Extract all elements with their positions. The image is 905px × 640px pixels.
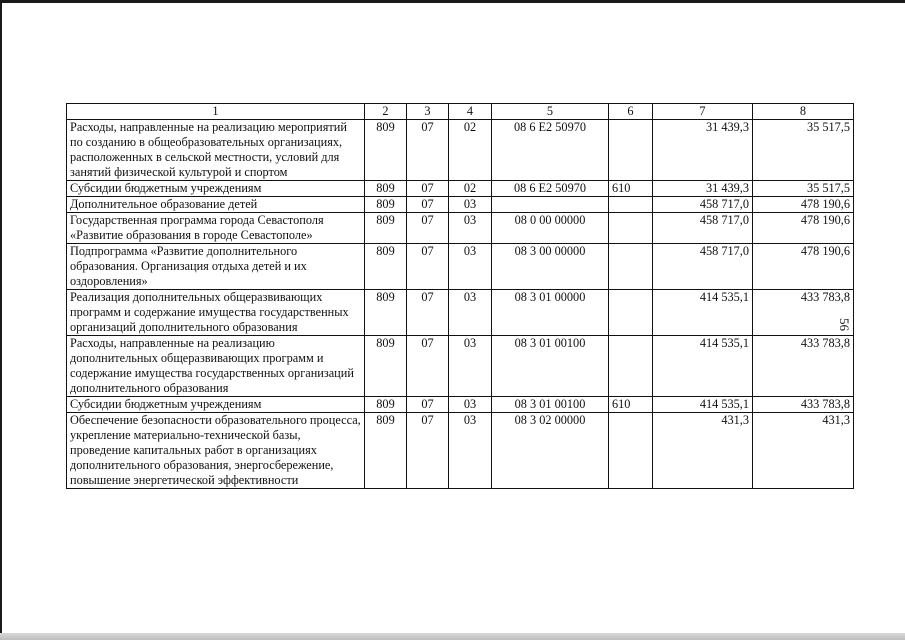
header-cell: 3 (407, 104, 449, 120)
row-name: Подпрограмма «Развитие дополнительного образования. Организация отдыха детей и их оздоровления» (67, 244, 365, 290)
header-cell: 6 (609, 104, 653, 120)
ministry-code: 809 (365, 397, 407, 413)
subsection-code: 03 (449, 413, 492, 489)
ministry-code: 809 (365, 290, 407, 336)
expense-type-code (609, 213, 653, 244)
table-row (67, 197, 854, 213)
expense-type-code: 610 (609, 397, 653, 413)
ministry-code: 809 (365, 197, 407, 213)
amount-col7: 458 717,0 (653, 197, 753, 213)
ministry-code: 809 (365, 181, 407, 197)
amount-col8: 478 190,6 (753, 197, 854, 213)
ministry-code: 809 (365, 244, 407, 290)
ministry-code: 809 (365, 413, 407, 489)
table-row (67, 120, 854, 181)
target-article-code: 08 6 Е2 50970 (492, 120, 609, 181)
target-article-code: 08 6 Е2 50970 (492, 181, 609, 197)
row-name: Государственная программа города Севастополя «Развитие образования в городе Севастополе» (67, 213, 365, 244)
expense-type-code (609, 244, 653, 290)
amount-col8: 433 783,8 (753, 336, 854, 397)
table-header-row (67, 104, 854, 120)
ministry-code: 809 (365, 336, 407, 397)
page-number: 56 (837, 318, 852, 331)
table-row (67, 397, 854, 413)
row-name: Субсидии бюджетным учреждениям (67, 181, 365, 197)
amount-col8: 478 190,6 (753, 244, 854, 290)
amount-col8: 433 783,8 (753, 290, 854, 336)
table-row (67, 181, 854, 197)
header-cell: 7 (653, 104, 753, 120)
budget-table (66, 103, 854, 489)
subsection-code: 03 (449, 213, 492, 244)
scan-edge-top (0, 0, 905, 3)
section-code: 07 (407, 413, 449, 489)
amount-col8: 433 783,8 (753, 397, 854, 413)
amount-col8: 478 190,6 (753, 213, 854, 244)
row-name: Обеспечение безопасности образовательного процесса, укрепление материально-технической базы, проведение капитальных работ в организациях дополнительного образования, энергосбережение, повышение энергетической эффективности (67, 413, 365, 489)
section-code: 07 (407, 181, 449, 197)
scan-edge-left (0, 0, 2, 640)
subsection-code: 03 (449, 244, 492, 290)
target-article-code: 08 3 00 00000 (492, 244, 609, 290)
expense-type-code (609, 336, 653, 397)
subsection-code: 03 (449, 290, 492, 336)
expense-type-code (609, 120, 653, 181)
amount-col7: 458 717,0 (653, 244, 753, 290)
ministry-code: 809 (365, 213, 407, 244)
expense-type-code (609, 197, 653, 213)
section-code: 07 (407, 290, 449, 336)
section-code: 07 (407, 336, 449, 397)
amount-col7: 31 439,3 (653, 120, 753, 181)
section-code: 07 (407, 197, 449, 213)
target-article-code: 08 3 01 00100 (492, 336, 609, 397)
table-row (67, 290, 854, 336)
section-code: 07 (407, 397, 449, 413)
amount-col8: 431,3 (753, 413, 854, 489)
amount-col7: 31 439,3 (653, 181, 753, 197)
section-code: 07 (407, 244, 449, 290)
subsection-code: 02 (449, 181, 492, 197)
header-cell: 4 (449, 104, 492, 120)
header-cell: 5 (492, 104, 609, 120)
target-article-code: 08 0 00 00000 (492, 213, 609, 244)
subsection-code: 03 (449, 197, 492, 213)
row-name: Субсидии бюджетным учреждениям (67, 397, 365, 413)
expense-type-code (609, 413, 653, 489)
subsection-code: 03 (449, 397, 492, 413)
expense-type-code (609, 290, 653, 336)
section-code: 07 (407, 213, 449, 244)
amount-col8: 35 517,5 (753, 120, 854, 181)
subsection-code: 02 (449, 120, 492, 181)
table-row (67, 244, 854, 290)
scan-edge-bottom (0, 633, 905, 640)
row-name: Расходы, направленные на реализацию дополнительных общеразвивающих программ и содержание имущества государственных организаций дополнительного образования (67, 336, 365, 397)
amount-col7: 414 535,1 (653, 397, 753, 413)
subsection-code: 03 (449, 336, 492, 397)
row-name: Реализация дополнительных общеразвивающих программ и содержание имущества государственных организаций дополнительного образования (67, 290, 365, 336)
ministry-code: 809 (365, 120, 407, 181)
header-cell: 8 (753, 104, 854, 120)
table-row (67, 336, 854, 397)
header-cell: 1 (67, 104, 365, 120)
expense-type-code: 610 (609, 181, 653, 197)
target-article-code (492, 197, 609, 213)
target-article-code: 08 3 02 00000 (492, 413, 609, 489)
table-row (67, 213, 854, 244)
amount-col7: 414 535,1 (653, 336, 753, 397)
row-name: Расходы, направленные на реализацию мероприятий по созданию в общеобразовательных организациях, расположенных в сельской местности, условий для занятий физической культурой и спортом (67, 120, 365, 181)
amount-col8: 35 517,5 (753, 181, 854, 197)
target-article-code: 08 3 01 00100 (492, 397, 609, 413)
target-article-code: 08 3 01 00000 (492, 290, 609, 336)
amount-col7: 458 717,0 (653, 213, 753, 244)
amount-col7: 414 535,1 (653, 290, 753, 336)
table-row (67, 413, 854, 489)
row-name: Дополнительное образование детей (67, 197, 365, 213)
amount-col7: 431,3 (653, 413, 753, 489)
header-cell: 2 (365, 104, 407, 120)
section-code: 07 (407, 120, 449, 181)
